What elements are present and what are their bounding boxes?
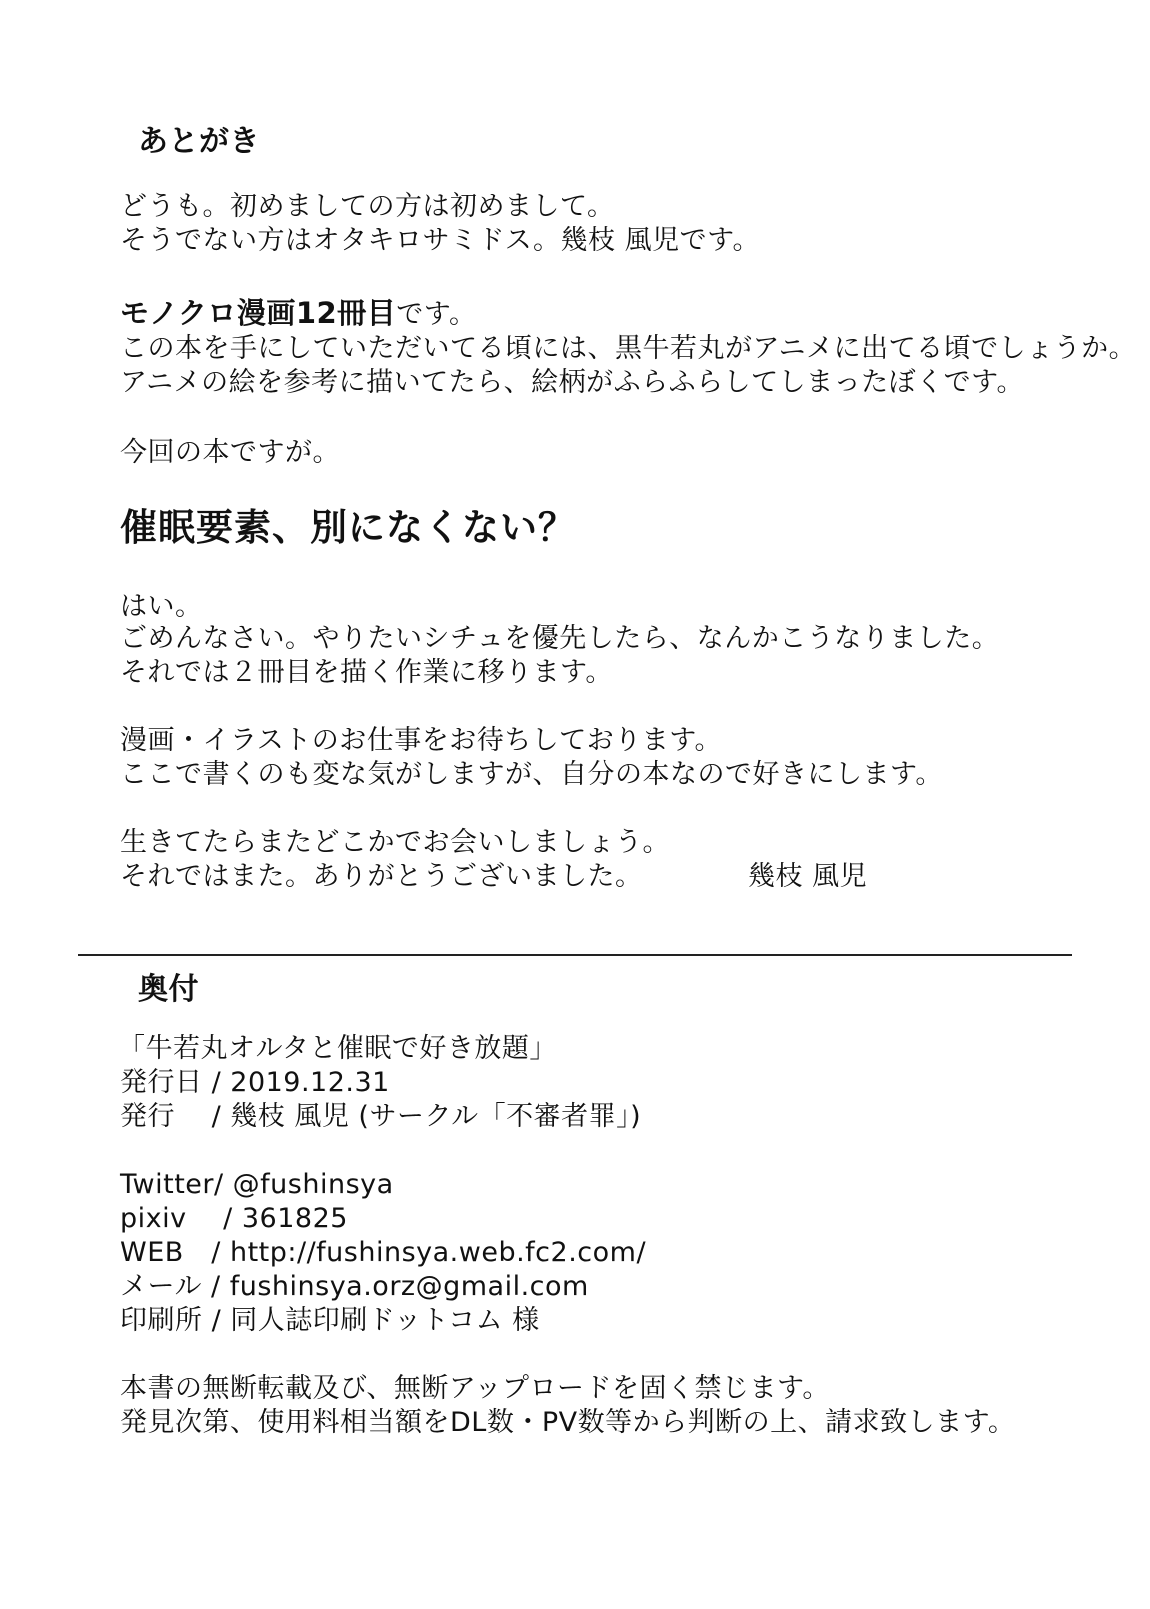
- para5-line-2: ここで書くのも変な気がしますが、自分の本なので好きにします。: [120, 759, 943, 790]
- emphasis-tail-text: です。: [396, 299, 477, 330]
- afterword-heading: あとがき: [138, 124, 260, 159]
- greeting-line-1: どうも。初めましての方は初めまして。: [120, 191, 615, 222]
- para4-line-3: それでは２冊目を描く作業に移ります。: [120, 657, 613, 688]
- contact-web: WEB / http://fushinsya.web.fc2.com/: [120, 1237, 647, 1268]
- para2-line-2: アニメの絵を参考に描いてたら、絵柄がふらふらしてしまったぼくです。: [120, 367, 1024, 398]
- closing-line-1: 生きてたらまたどこかでお会いしましょう。: [120, 827, 670, 858]
- contact-pixiv: pixiv / 361825: [120, 1203, 348, 1234]
- contact-printer: 印刷所 / 同人誌印刷ドットコム 様: [120, 1305, 540, 1336]
- para4-line-1: はい。: [120, 591, 203, 622]
- contact-twitter: Twitter/ @fushinsya: [120, 1169, 394, 1200]
- author-signature: 幾枝 風児: [748, 861, 868, 892]
- emphasis-line: [120, 296, 477, 332]
- colophon-date: 発行日 / 2019.12.31: [120, 1067, 390, 1098]
- colophon-heading: 奥付: [138, 972, 199, 1007]
- big-question: 催眠要素、別になくない？: [120, 506, 576, 549]
- para2-line-1: この本を手にしていただいてる頃には、黒牛若丸がアニメに出てる頃でしょうか。: [120, 333, 1137, 364]
- emphasis-bold-text: モノクロ漫画12冊目: [120, 296, 397, 330]
- closing-line-2: それではまた。ありがとうございました。: [120, 861, 643, 892]
- para5-line-1: 漫画・イラストのお仕事をお待ちしております。: [120, 725, 723, 756]
- para4-line-2: ごめんなさい。やりたいシチュを優先したら、なんかこうなりました。: [120, 623, 1000, 654]
- notice-line-2: 発見次第、使用料相当額をDL数・PV数等から判断の上、請求致します。: [120, 1407, 1016, 1438]
- colophon-publisher: 発行 / 幾枝 風児 (サークル「不審者罪」): [120, 1101, 642, 1132]
- greeting-line-2: そうでない方はオタキロサミドス。幾枝 風児です。: [120, 225, 760, 256]
- notice-line-1: 本書の無断転載及び、無断アップロードを固く禁じます。: [120, 1373, 830, 1404]
- para3-line: 今回の本ですが。: [120, 437, 340, 468]
- colophon-title: 「牛若丸オルタと催眠で好き放題」: [118, 1033, 557, 1064]
- contact-email: メール / fushinsya.orz@gmail.com: [120, 1271, 589, 1302]
- section-divider: [78, 954, 1072, 956]
